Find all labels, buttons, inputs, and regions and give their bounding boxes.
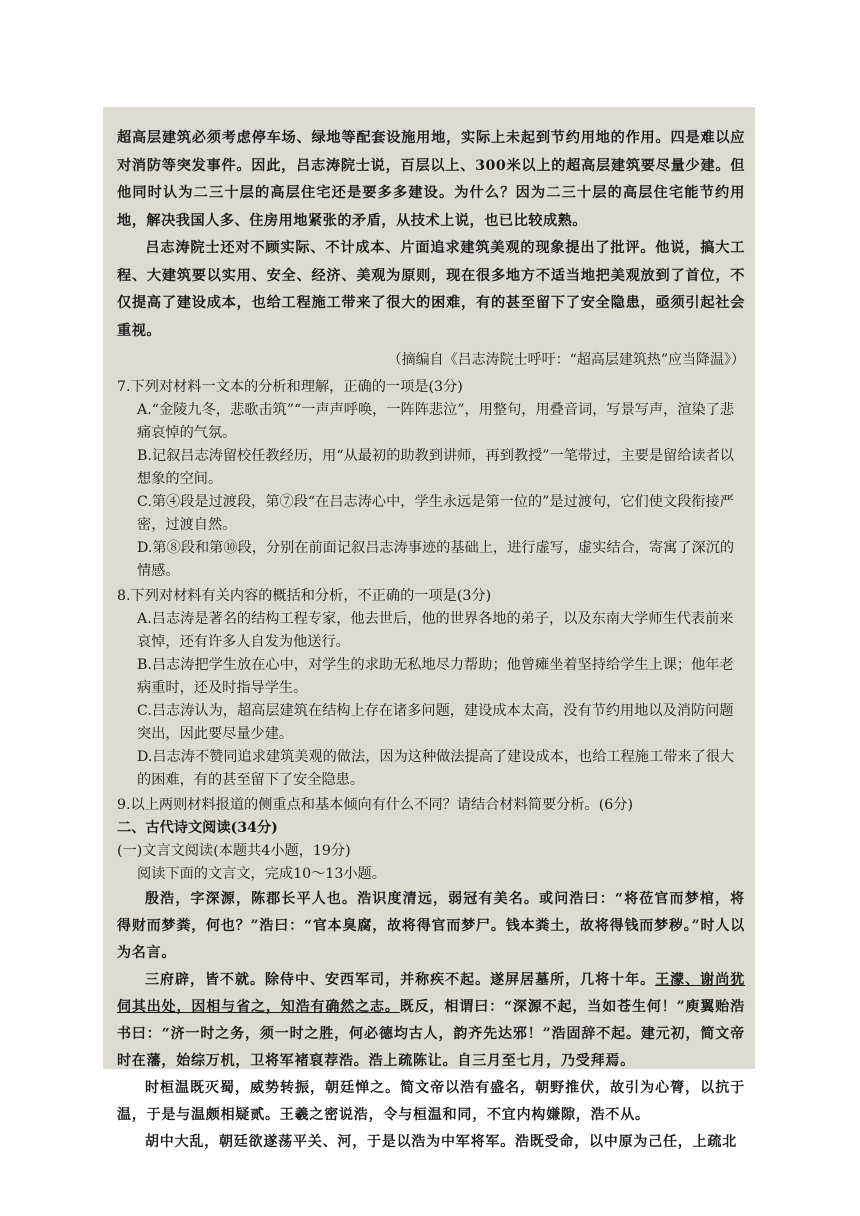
question-7-option-b: B.记叙吕志涛留校任教经历，用“从最初的助教到讲师，再到教授”一笔带过，主要是留给读者以想象的空间。	[137, 448, 734, 487]
passage-source: （摘编自《吕志涛院士呼吁：“超高层建筑热”应当降温》）	[387, 352, 745, 368]
scanned-exam-page	[103, 107, 755, 1150]
passage-paragraph-2: 吕志涛院士还对不顾实际、不计成本、片面追求建筑美观的现象提出了批评。他说，搞大工程、大建筑要以实用、安全、经济、美观为原则，现在很多地方不适当地把美观放到了首位，不仅提高了建设成本，也给工程施工带来了很大的困难，有的甚至留下了安全隐患，亟须引起社会重视。	[117, 240, 745, 339]
question-8-option-a: A.吕志涛是著名的结构工程专家，他去世后，他的世界各地的弟子，以及东南大学师生代表前来哀悼，还有许多人自发为他送行。	[137, 611, 734, 650]
question-7-option-d: D.第⑧段和第⑩段，分别在前面记叙吕志涛事迹的基础上，进行虚写，虚实结合，寄寓了深沉的情感。	[137, 540, 735, 579]
passage-paragraph-1: 超高层建筑必须考虑停车场、绿地等配套设施用地，实际上未起到节约用地的作用。四是难以应对消防等突发事件。因此，吕志涛院士说，百层以上、300米以上的超高层建筑要尽量少建。但他同时认为二三十层的高层住宅还是要多多建设。为什么？因为二三十层的高层住宅能节约用地，解决我国人多、住房用地紧张的矛盾，从技术上说，也已比较成熟。	[117, 130, 745, 229]
classical-paragraph-4: 胡中大乱，朝廷欲遂荡平关、河，于是以浩为中军将军。浩既受命，以中原为己任，上疏北	[145, 1134, 737, 1150]
section-2-title: 二、古代诗文阅读(34分)	[117, 820, 278, 836]
classical-paragraph-2-text-b: 既反，相谓曰：“深源不起，当如苍生何！”庾翼贻浩书曰：“济一时之务，须一时之胜，何必德均古人，韵齐先达邪！”浩固辞不起。建元初，简文帝时在藩，始综万机，卫将军褚裒荐浩。浩上疏陈让。自三月至七月，乃受拜焉。	[117, 999, 745, 1069]
question-7-stem: 7.下列对材料一文本的分析和理解，正确的一项是(3分)	[117, 379, 463, 395]
question-8-option-c: C.吕志涛认为，超高层建筑在结构上存在诸多问题，建设成本太高，没有节约用地以及消防问题突出，因此要尽量少建。	[137, 703, 734, 742]
question-8-option-b: B.吕志涛把学生放在心中，对学生的求助无私地尽力帮助；他曾瘫坐着坚持给学生上课；他年老病重时，还及时指导学生。	[137, 657, 734, 696]
classical-paragraph-2-text-a: 三府辟，皆不就。除侍中、安西军司，并称疾不起。遂屏居墓所，几将十年。	[145, 972, 656, 988]
question-9: 9.以上两则材料报道的侧重点和基本倾向有什么不同？请结合材料简要分析。(6分)	[117, 797, 634, 813]
question-8-stem: 8.下列对材料有关内容的概括和分析，不正确的一项是(3分)	[117, 588, 492, 604]
section-2-subtitle: (一)文言文阅读(本题共4小题，19分)	[117, 843, 351, 859]
classical-paragraph-3: 时桓温既灭蜀，威势转振，朝廷惮之。简文帝以浩有盛名，朝野推伏，故引为心膂，以抗于温，于是与温颇相疑贰。王羲之密说浩，令与桓温和同，不宜内构嫌隙，浩不从。	[117, 1080, 745, 1123]
question-7-option-a: A.“金陵九冬，悲歌击筑”“一声声呼唤，一阵阵悲泣”，用整句，用叠音词，写景写声，渲染了悲痛哀悼的气氛。	[137, 402, 735, 441]
classical-paragraph-2	[117, 967, 745, 1075]
question-7-option-c: C.第④段是过渡段，第⑦段“在吕志涛心中，学生永远是第一位的”是过渡句，它们使文段衔接严密，过渡自然。	[137, 494, 734, 533]
question-8-option-d: D.吕志涛不赞同追求建筑美观的做法，因为这种做法提高了建设成本，也给工程施工带来了很大的困难，有的甚至留下了安全隐患。	[137, 749, 735, 788]
page-content	[117, 125, 745, 1156]
section-2-instruction: 阅读下面的文言文，完成10～13小题。	[137, 866, 386, 882]
classical-paragraph-1: 殷浩，字深源，陈郡长平人也。浩识度清远，弱冠有美名。或问浩曰：“将莅官而梦棺，将得财而梦粪，何也？”浩曰：“官本臭腐，故将得官而梦尸。钱本粪土，故将得钱而梦秽。”时人以为名言。	[117, 891, 745, 961]
underlined-sentence: 王濛、谢尚犹伺其出处，因相与省之，知浩有确然之志。	[117, 972, 745, 1015]
